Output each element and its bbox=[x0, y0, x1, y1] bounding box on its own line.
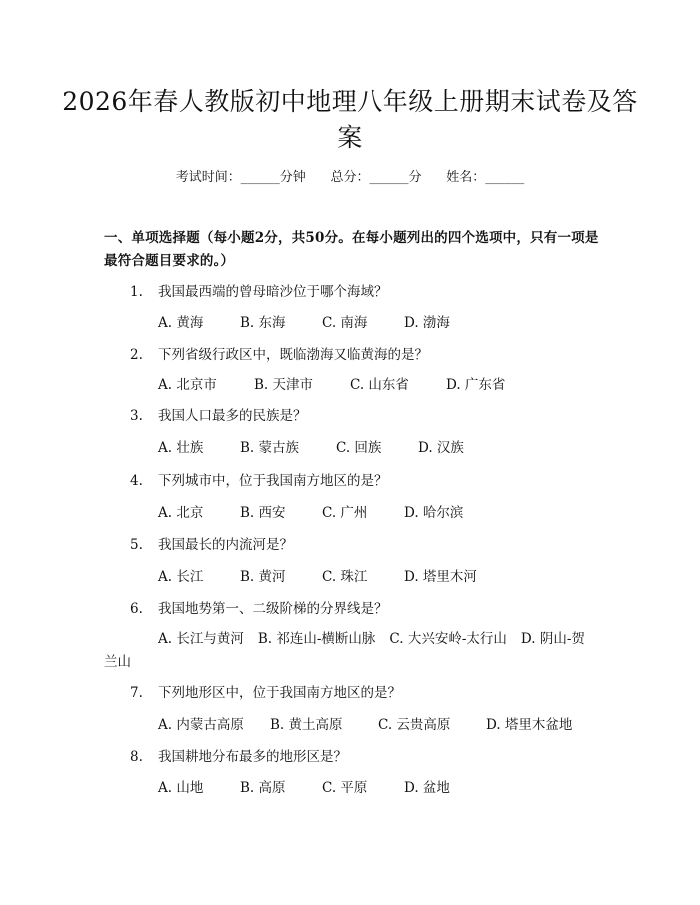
question-8-options bbox=[158, 778, 472, 798]
option-b: B. 祁连山-横断山脉 bbox=[257, 631, 376, 647]
question-3-options bbox=[158, 438, 486, 458]
option-a: A. 壮族 bbox=[158, 440, 204, 456]
option-a: A. 内蒙古高原 bbox=[158, 717, 244, 733]
question-8 bbox=[130, 747, 347, 767]
question-1 bbox=[130, 282, 388, 302]
option-c: C. 山东省 bbox=[350, 377, 409, 393]
option-a: A. 黄海 bbox=[158, 315, 204, 331]
question-number: 6. bbox=[130, 601, 143, 617]
question-number: 5. bbox=[130, 537, 143, 553]
option-d: D. 阴山-贺兰山 bbox=[104, 631, 585, 670]
option-d: D. 盆地 bbox=[404, 780, 450, 796]
question-text: 我国地势第一、二级阶梯的分界线是？ bbox=[158, 601, 388, 617]
option-c: C. 回族 bbox=[336, 440, 382, 456]
question-6 bbox=[130, 599, 388, 619]
option-d: D. 塔里木河 bbox=[404, 569, 477, 585]
document-title: 2026年春人教版初中地理八年级上册期末试卷及答案 bbox=[62, 87, 638, 152]
exam-info-line: 考试时间：______分钟 总分：______分 姓名：______ bbox=[175, 170, 525, 185]
option-a: A. 北京 bbox=[158, 505, 204, 521]
option-b: B. 蒙古族 bbox=[240, 440, 300, 456]
question-7 bbox=[130, 683, 401, 703]
option-b: B. 东海 bbox=[240, 315, 286, 331]
question-5-options bbox=[158, 567, 499, 587]
option-c: C. 平原 bbox=[322, 780, 368, 796]
question-number: 8. bbox=[130, 749, 143, 765]
question-7-options bbox=[158, 715, 594, 735]
question-number: 1. bbox=[130, 284, 143, 300]
question-4 bbox=[130, 471, 388, 491]
question-text: 下列城市中，位于我国南方地区的是？ bbox=[158, 473, 388, 489]
option-d: D. 汉族 bbox=[418, 440, 464, 456]
option-b: B. 黄河 bbox=[240, 569, 286, 585]
question-number: 7. bbox=[130, 685, 143, 701]
question-3 bbox=[130, 406, 307, 426]
option-a: A. 长江 bbox=[158, 569, 204, 585]
question-number: 4. bbox=[130, 473, 143, 489]
option-d: D. 广东省 bbox=[446, 377, 506, 393]
section-heading: 一、单项选择题（每小题2分，共50分。在每小题列出的四个选项中，只有一项是最符合题目要求的。） bbox=[104, 230, 599, 269]
option-b: B. 高原 bbox=[240, 780, 286, 796]
option-c: C. 广州 bbox=[322, 505, 368, 521]
question-2 bbox=[130, 345, 428, 365]
question-6-options bbox=[104, 628, 594, 674]
option-b: B. 西安 bbox=[240, 505, 286, 521]
question-text: 我国耕地分布最多的地形区是？ bbox=[158, 749, 347, 765]
question-2-options bbox=[158, 375, 527, 395]
option-c: C. 大兴安岭-太行山 bbox=[389, 631, 507, 647]
option-c: C. 珠江 bbox=[322, 569, 368, 585]
question-text: 下列地形区中，位于我国南方地区的是？ bbox=[158, 685, 401, 701]
question-1-options bbox=[158, 313, 472, 333]
question-5 bbox=[130, 535, 293, 555]
question-text: 我国最西端的曾母暗沙位于哪个海域？ bbox=[158, 284, 388, 300]
option-a: A. 长江与黄河 bbox=[158, 631, 244, 647]
option-c: C. 南海 bbox=[322, 315, 368, 331]
question-4-options bbox=[158, 503, 485, 523]
option-a: A. 山地 bbox=[158, 780, 204, 796]
option-d: D. 哈尔滨 bbox=[404, 505, 464, 521]
option-d: D. 渤海 bbox=[404, 315, 450, 331]
question-number: 3. bbox=[130, 408, 143, 424]
question-text: 我国最长的内流河是？ bbox=[158, 537, 293, 553]
option-b: B. 天津市 bbox=[254, 377, 314, 393]
question-text: 下列省级行政区中，既临渤海又临黄海的是？ bbox=[158, 347, 428, 363]
option-d: D. 塔里木盆地 bbox=[486, 717, 573, 733]
option-c: C. 云贵高原 bbox=[378, 717, 451, 733]
question-number: 2. bbox=[130, 347, 143, 363]
question-text: 我国人口最多的民族是？ bbox=[158, 408, 307, 424]
option-b: B. 黄土高原 bbox=[270, 717, 343, 733]
option-a: A. 北京市 bbox=[158, 377, 217, 393]
